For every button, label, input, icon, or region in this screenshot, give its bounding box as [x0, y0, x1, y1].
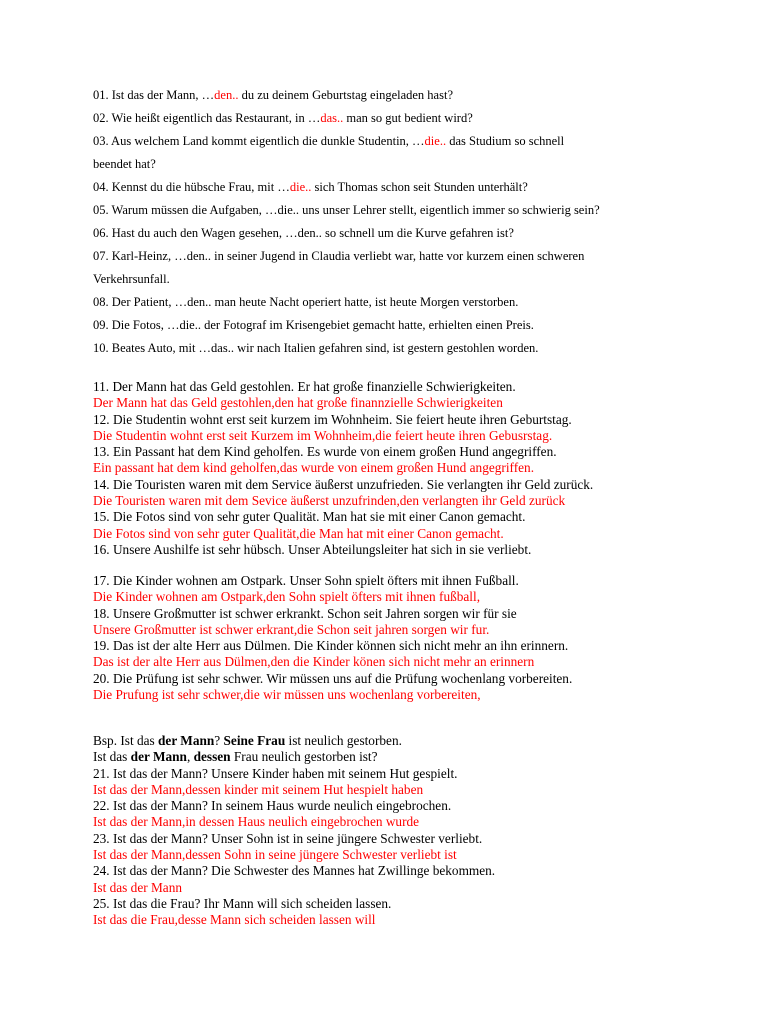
text-line	[93, 268, 600, 291]
text-line	[93, 412, 593, 428]
text-segment: 07. Karl-Heinz, …den.. in seiner Jugend in Claudia verliebt war, hatte vor kurzem einen schweren	[93, 249, 585, 263]
bold-text: der Mann	[158, 733, 215, 748]
text-line	[93, 130, 600, 153]
text-line	[93, 814, 495, 830]
text-segment: 18. Unsere Großmutter ist schwer erkrankt. Schon seit Jahren sorgen wir für sie	[93, 605, 517, 621]
bold-text: Seine Frau	[223, 733, 286, 748]
text-segment: sich Thomas schon seit Stunden unterhält?	[311, 180, 528, 194]
text-line	[93, 687, 572, 703]
answer-text: Ist das der Mann,dessen Sohn in seine jüngere Schwester verliebt ist	[93, 847, 457, 863]
text-line	[93, 291, 600, 314]
answer-text: Unsere Großmutter ist schwer erkrant,die Schon seit jahren sorgen wir fur.	[93, 621, 490, 637]
text-line	[93, 542, 593, 558]
text-segment: beendet hat?	[93, 157, 156, 171]
text-segment: Frau neulich gestorben ist?	[230, 749, 378, 765]
answer-text: Ist das der Mann,dessen kinder mit seinem Hut hespielt haben	[93, 781, 424, 797]
text-segment: 25. Ist das die Frau? Ihr Mann will sich scheiden lassen.	[93, 895, 392, 911]
text-line	[93, 153, 600, 176]
text-line	[93, 880, 495, 896]
text-segment: 19. Das ist der alte Herr aus Dülmen. Die Kinder können sich nicht mehr an ihn erinnern.	[93, 638, 569, 654]
text-line	[93, 428, 593, 444]
text-segment: 17. Die Kinder wohnen am Ostpark. Unser Sohn spielt öfters mit ihnen Fußball.	[93, 573, 519, 588]
text-segment: 14. Die Touristen waren mit dem Service äußerst unzufrieden. Sie verlangten ihr Geld zurück.	[93, 476, 594, 492]
text-segment: 01. Ist das der Mann, …	[93, 88, 215, 102]
text-segment: ist neulich gestorben.	[285, 733, 402, 748]
answer-text: Die Fotos sind von sehr guter Qualität,die Man hat mit einer Canon gemacht.	[93, 525, 504, 541]
text-line	[93, 831, 495, 847]
text-segment: man so gut bedient wird?	[343, 111, 473, 125]
text-segment: 22. Ist das der Mann? In seinem Haus wurde neulich eingebrochen.	[93, 798, 452, 814]
text-line	[93, 379, 593, 395]
text-line	[93, 798, 495, 814]
text-segment: 16. Unsere Aushilfe ist sehr hübsch. Unser Abteilungsleiter hat sich in sie verliebt.	[93, 541, 532, 557]
text-line	[93, 526, 593, 542]
text-segment: 13. Ein Passant hat dem Kind geholfen. Es wurde von einem großen Hund angegriffen.	[93, 444, 557, 460]
text-segment: 11. Der Mann hat das Geld gestohlen. Er hat große finanzielle Schwierigkeiten.	[93, 379, 516, 394]
text-segment: Bsp. Ist das	[93, 733, 159, 748]
text-line	[93, 863, 495, 879]
text-line	[93, 589, 572, 605]
exercise-section-3	[93, 573, 572, 703]
text-segment: Ist das	[93, 749, 131, 765]
text-segment: Verkehrsunfall.	[93, 272, 170, 286]
text-segment: das Studium so schnell	[446, 134, 565, 148]
text-line	[93, 477, 593, 493]
text-line	[93, 896, 495, 912]
text-line	[93, 493, 593, 509]
text-segment: 02. Wie heißt eigentlich das Restaurant, in …	[93, 111, 321, 125]
text-segment: 10. Beates Auto, mit …das.. wir nach Italien gefahren sind, ist gestern gestohlen worden.	[93, 341, 539, 355]
text-line	[93, 671, 572, 687]
text-line	[93, 176, 600, 199]
text-line	[93, 912, 495, 928]
text-line	[93, 444, 593, 460]
text-segment: ?	[214, 733, 224, 748]
answer-text: Der Mann hat das Geld gestohlen,den hat große finannzielle Schwierigkeiten	[93, 395, 503, 411]
text-segment: 15. Die Fotos sind von sehr guter Qualität. Man hat sie mit einer Canon gemacht.	[93, 509, 526, 525]
text-line	[93, 509, 593, 525]
text-line	[93, 107, 600, 130]
text-line	[93, 573, 572, 589]
text-segment: du zu deinem Geburtstag eingeladen hast?	[238, 88, 453, 102]
text-segment: 04. Kennst du die hübsche Frau, mit …	[93, 180, 290, 194]
text-line	[93, 245, 600, 268]
text-line	[93, 766, 495, 782]
text-segment: 21. Ist das der Mann? Unsere Kinder haben mit seinem Hut gespielt.	[93, 765, 458, 781]
text-line	[93, 337, 600, 360]
answer-text: das..	[320, 111, 344, 125]
text-segment: 12. Die Studentin wohnt erst seit kurzem im Wohnheim. Sie feiert heute ihren Geburtstag.	[93, 411, 572, 427]
answer-text: die..	[289, 180, 312, 194]
text-line	[93, 733, 495, 749]
text-line	[93, 654, 572, 670]
text-segment: 24. Ist das der Mann? Die Schwester des Mannes hat Zwillinge bekommen.	[93, 863, 496, 879]
text-line	[93, 638, 572, 654]
answer-text: Das ist der alte Herr aus Dülmen,den die Kinder könen sich nicht mehr an erinnern	[93, 654, 535, 670]
text-line	[93, 460, 593, 476]
text-line	[93, 782, 495, 798]
bold-text: der Mann	[130, 749, 187, 765]
answer-text: den..	[214, 88, 239, 102]
text-line	[93, 606, 572, 622]
answer-text: Die Prufung ist sehr schwer,die wir müssen uns wochenlang vorbereiten,	[93, 687, 481, 703]
text-segment: 20. Die Prüfung ist sehr schwer. Wir müssen uns auf die Prüfung wochenlang vorbereiten.	[93, 670, 573, 686]
text-segment: 05. Warum müssen die Aufgaben, …die.. uns unser Lehrer stellt, eigentlich immer so schwierig sein?	[93, 203, 600, 217]
text-segment: 03. Aus welchem Land kommt eigentlich die dunkle Studentin, …	[93, 134, 425, 148]
text-segment: 23. Ist das der Mann? Unser Sohn ist in seine jüngere Schwester verliebt.	[93, 830, 483, 846]
text-line	[93, 622, 572, 638]
text-segment: ,	[186, 749, 194, 765]
answer-text: Die Kinder wohnen am Ostpark,den Sohn spielt öfters mit ihnen fußball,	[93, 589, 481, 605]
text-line	[93, 749, 495, 765]
text-line	[93, 84, 600, 107]
answer-text: Die Touristen waren mit dem Sevice äußerst unzufrinden,den verlangten ihr Geld zurück	[93, 493, 566, 509]
text-line	[93, 847, 495, 863]
text-segment: 06. Hast du auch den Wagen gesehen, …den.. so schnell um die Kurve gefahren ist?	[93, 226, 514, 240]
text-line	[93, 199, 600, 222]
answer-text: Ein passant hat dem kind geholfen,das wurde von einem großen Hund angegriffen.	[93, 460, 535, 476]
answer-text: die..	[424, 134, 447, 148]
exercise-section-1	[93, 84, 600, 360]
text-segment: 08. Der Patient, …den.. man heute Nacht operiert hatte, ist heute Morgen verstorben.	[93, 295, 519, 309]
exercise-section-4	[93, 733, 495, 929]
text-line	[93, 395, 593, 411]
answer-text: Ist das der Mann	[93, 879, 182, 895]
exercise-section-2	[93, 379, 593, 558]
text-line	[93, 222, 600, 245]
answer-text: Ist das der Mann,in dessen Haus neulich eingebrochen wurde	[93, 814, 420, 830]
answer-text: Die Studentin wohnt erst seit Kurzem im Wohnheim,die feiert heute ihren Gebusrstag.	[93, 427, 553, 443]
answer-text: Ist das die Frau,desse Mann sich scheiden lassen will	[93, 912, 376, 928]
text-segment: 09. Die Fotos, …die.. der Fotograf im Krisengebiet gemacht hatte, erhielten einen Preis.	[93, 318, 534, 332]
bold-text: dessen	[193, 749, 231, 765]
text-line	[93, 314, 600, 337]
